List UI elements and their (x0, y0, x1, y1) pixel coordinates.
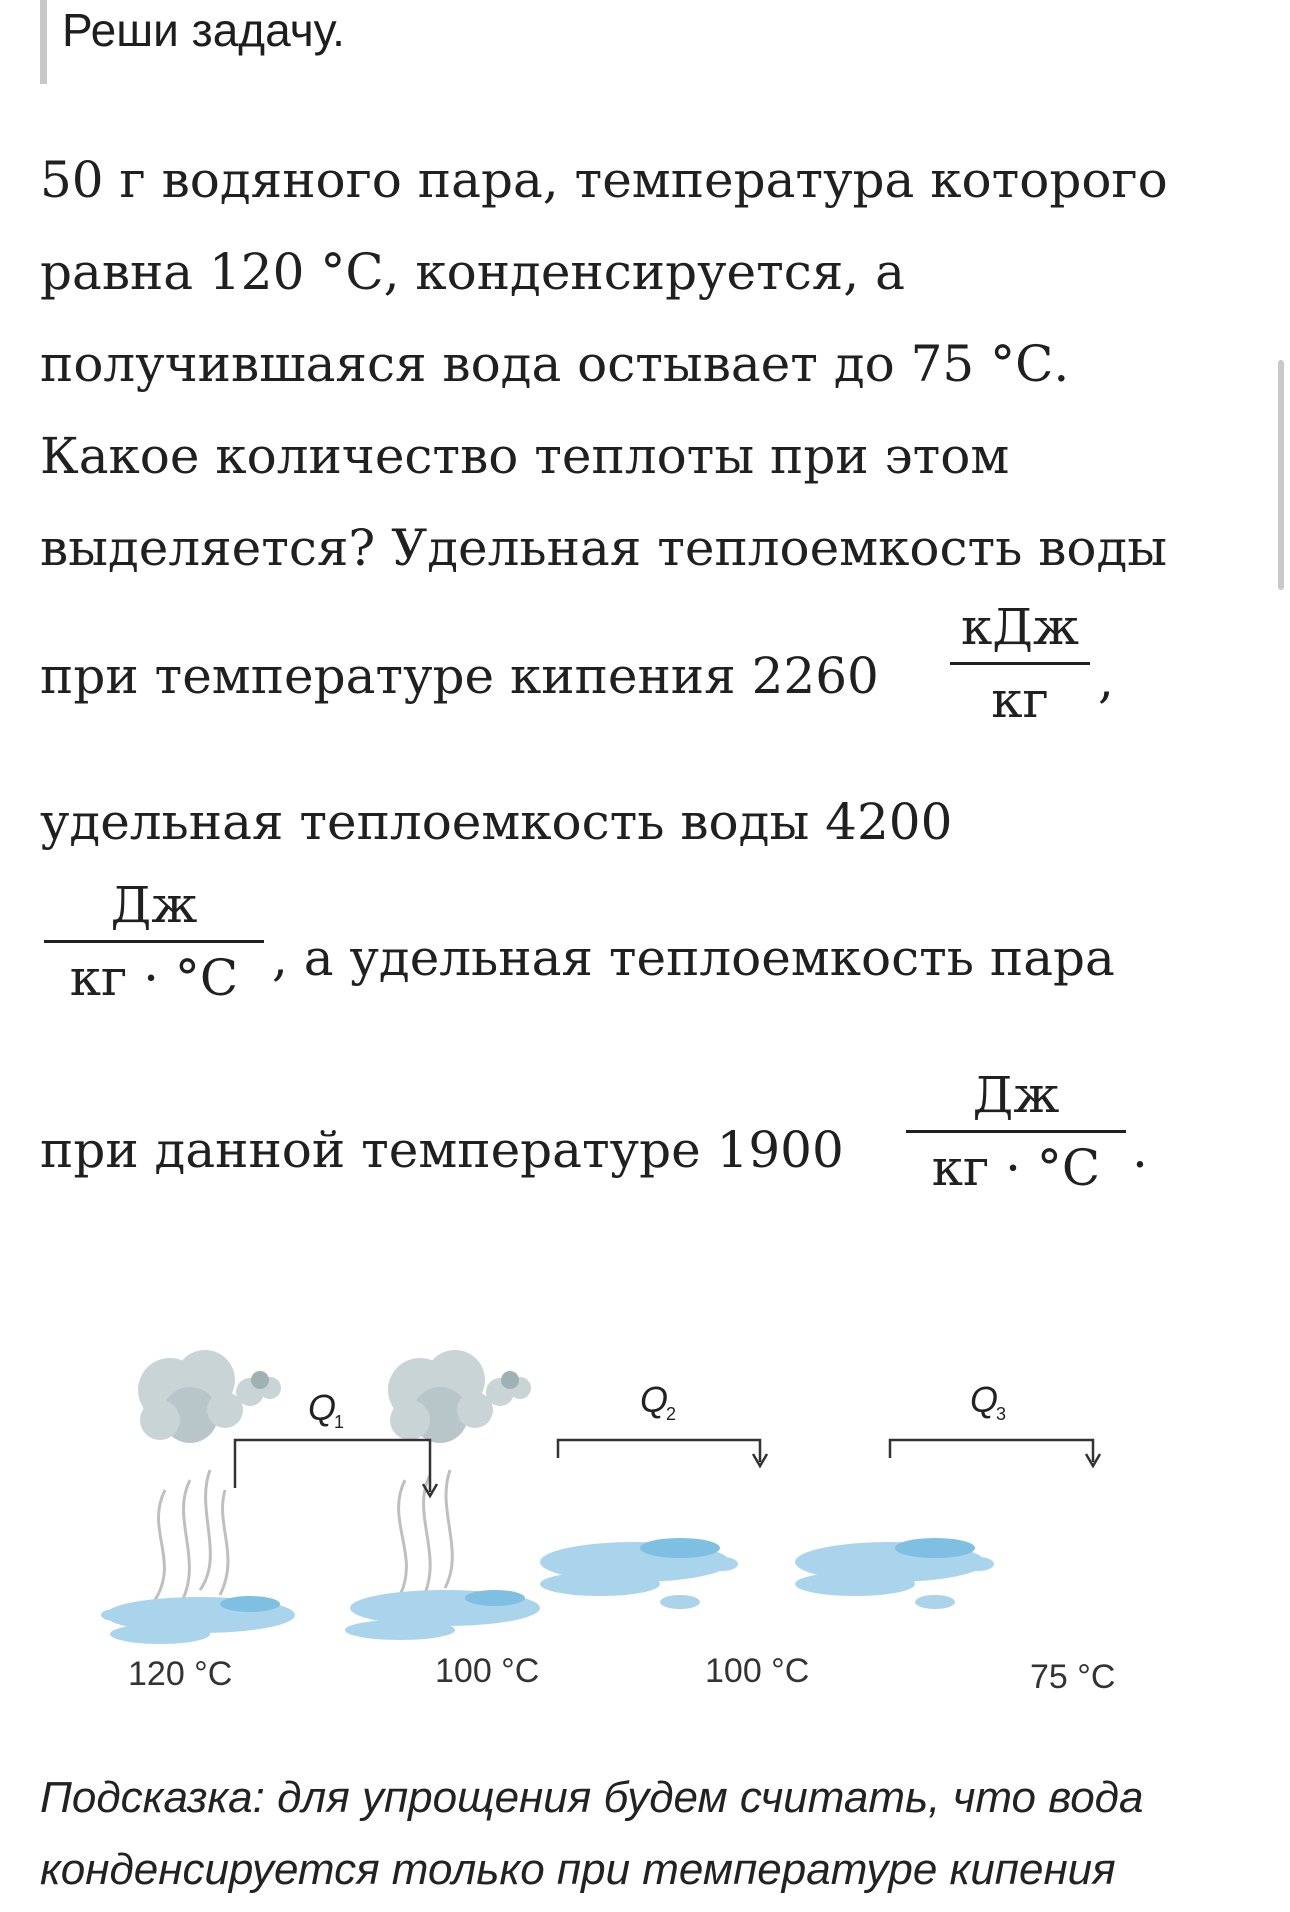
fraction-numerator: Дж (906, 1066, 1126, 1133)
fraction-j-per-kg-c-steam (906, 1066, 1126, 1197)
steam-cloud-1 (138, 1350, 281, 1443)
problem-line-8: , а удельная теплоемкость пара (272, 929, 1115, 987)
temperature-label-4: 75 °C (1030, 1658, 1116, 1696)
puddle-4 (795, 1538, 994, 1609)
problem-line-7: удельная теплоемкость воды 4200 (40, 793, 953, 851)
period: . (1132, 1121, 1148, 1179)
problem-line-3: получившаяся вода остывает до 75 °С. (40, 335, 1070, 393)
fraction-j-per-kg-c-water (44, 876, 264, 1007)
arrow-q2 (558, 1440, 767, 1466)
temperature-label-2: 100 °C (435, 1652, 540, 1690)
problem-line-1: 50 г водяного пара, температура которого (40, 151, 1168, 209)
q1-subscript: 1 (334, 1412, 345, 1432)
process-diagram-svg (100, 1340, 1220, 1710)
process-diagram (100, 1340, 1220, 1710)
problem-line-6: при температуре кипения 2260 (40, 647, 879, 705)
task-heading: Реши задачу. (62, 4, 345, 56)
temperature-label-3: 100 °C (705, 1652, 810, 1690)
q2-subscript: 2 (666, 1404, 677, 1424)
q3-subscript: 3 (996, 1404, 1007, 1424)
q2-label: Q (640, 1379, 669, 1420)
puddle-1 (101, 1596, 295, 1644)
problem-line-2: равна 120 °С, конденсируется, а (40, 243, 905, 301)
q1-label: Q (308, 1387, 337, 1428)
quote-bar (40, 0, 47, 84)
scrollbar[interactable] (1278, 360, 1284, 590)
steam-wisps-1 (155, 1470, 228, 1605)
fraction-denominator: кг · °C (69, 949, 239, 1007)
arrow-q1 (235, 1440, 437, 1496)
comma: , (1098, 651, 1114, 709)
fraction-denominator: кг · °C (931, 1139, 1101, 1197)
fraction-numerator: Дж (44, 876, 264, 943)
fraction-kj-per-kg (950, 598, 1090, 729)
steam-cloud-2 (388, 1350, 531, 1443)
fraction-numerator: кДж (950, 598, 1090, 665)
problem-line-5: выделяется? Удельная теплоемкость воды (40, 519, 1168, 577)
problem-line-4: Какое количество теплоты при этом (40, 427, 1010, 485)
problem-line-9: при данной температуре 1900 (40, 1121, 844, 1179)
puddle-2 (345, 1590, 540, 1640)
q3-label: Q (970, 1379, 999, 1420)
temperature-label-1: 120 °C (128, 1655, 233, 1693)
puddle-3 (540, 1538, 738, 1609)
fraction-denominator: кг (991, 671, 1049, 729)
arrow-q3 (890, 1440, 1100, 1466)
hint-text: Подсказка: для упрощения будем считать, что вода конденсируется только при температуре кипения (40, 1773, 1144, 1894)
